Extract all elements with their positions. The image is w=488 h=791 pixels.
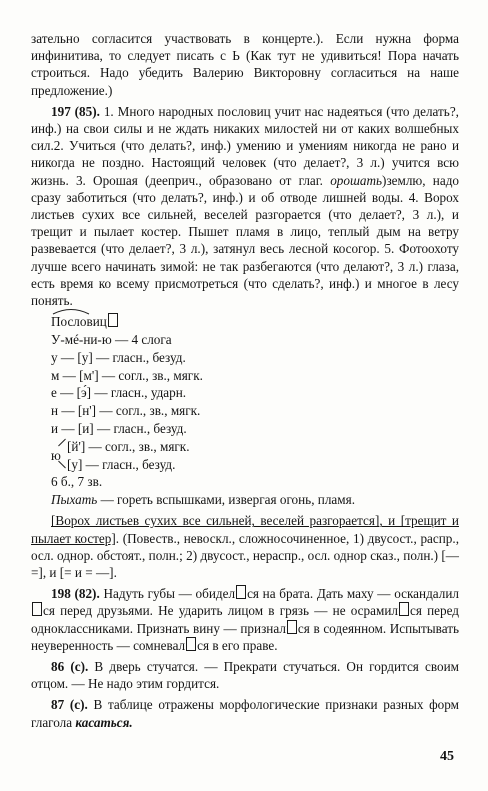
- root-arc-icon: [51, 307, 91, 315]
- paragraph-text: зательно согласится участвовать в концерте.). Если нужна форма инфинитива, то следует писать с Ь (Как тут не удивиться! Пора начать строиться. Надо убедить Валерию Викторовну согласиться на наше предложение.): [31, 31, 459, 98]
- exercise-text: ся перед друзьями. Не ударить лицом в грязь — не осрамил: [43, 603, 398, 619]
- exercise-86: [31, 658, 459, 692]
- exercise-text-italic: касаться.: [75, 714, 133, 730]
- exercise-text: ся перед одноклассниками. Признать вину — признал: [31, 603, 459, 636]
- scheme-description: . (Повеств., невоскл., сложносочиненное, 1) двусост., распр., осл. однор. обстоят., полн.; 2) двусост., нераспр., осл. однор сказ., полн.) [— =], и [= и = —].: [31, 530, 459, 581]
- word-parse-line: [51, 313, 459, 331]
- ending-box-icon: [108, 313, 118, 327]
- morpheme-box-icon: [287, 620, 297, 634]
- parsed-word: Пословиц: [51, 314, 107, 330]
- letters-sounds-count: 6 б., 7 зв.: [51, 474, 103, 490]
- exercise-87: [31, 696, 459, 730]
- scheme-part-1: [Ворох листьев сухих все сильней, веселей разгорается]: [51, 513, 380, 529]
- phonetic-row: [й'] — согл., зв., мягк.: [67, 438, 190, 454]
- page-number: 45: [440, 749, 454, 764]
- exercise-number: 197 (85).: [51, 103, 100, 119]
- phonetic-analysis: [31, 313, 459, 491]
- defined-word: Пыхать: [51, 492, 98, 508]
- phonetic-row: н — [н'] — согл., зв., мягк.: [51, 403, 201, 419]
- exercise-text-cont: )землю, надо сразу заботиться (что делать?, инф.) и об отводе лишней воды. 4. Ворох листьев сухих все сильней, веселей разгорается (что делает?, 3 л.), и трещит и пылает костер. Пышет пламя в лицо, теплый дым на ветру развевается (что делает?, 3 л.), затянул весь лесной косогор. 5. Фотоохоту лучше всего начинать зимой: не так разбегаются (что делают?, 3 л.) глаза, есть время ко всему присмотреться (что сделать?, инф.) и многое в лесу понять.: [31, 172, 459, 309]
- exercise-text: Надуть губы — обидел: [99, 586, 236, 602]
- sentence-scheme: [31, 512, 459, 581]
- scheme-part-2: , и [трещит и пылает костер]: [31, 513, 459, 546]
- phonetic-row: у — [у] — гласн., безуд.: [51, 349, 186, 365]
- exercise-text-italic: орошать: [330, 172, 383, 188]
- exercise-number: 87 (с).: [51, 697, 88, 713]
- branch-up-icon: [58, 438, 66, 446]
- exercise-197: [31, 103, 459, 309]
- exercise-text: ся в его праве.: [197, 637, 278, 653]
- morpheme-box-icon: [186, 637, 196, 651]
- exercise-198: [31, 585, 459, 654]
- syllable-line: У-мé-ни-ю — 4 слога: [51, 332, 172, 348]
- definition-line: [31, 491, 459, 508]
- iotated-vowel-block: [51, 438, 459, 474]
- exercise-text: В таблице отражены морфологические признаки разных форм глагола: [31, 697, 459, 730]
- morpheme-box-icon: [399, 602, 409, 616]
- exercise-number: 86 (с).: [51, 659, 89, 675]
- page-content: [31, 30, 459, 735]
- exercise-text: ся на брата. Дать маху — оскандалил: [247, 586, 459, 602]
- morpheme-box-icon: [236, 585, 246, 599]
- paragraph-continuation: [31, 30, 459, 99]
- iotated-letter: ю: [51, 447, 61, 463]
- phonetic-row: е — [э́] — гласн., ударн.: [51, 385, 187, 401]
- morpheme-box-icon: [32, 602, 42, 616]
- phonetic-row: [у] — гласн., безуд.: [67, 456, 176, 472]
- phonetic-row: и — [и] — гласн., безуд.: [51, 421, 187, 437]
- exercise-text: В дверь стучатся. — Прекрати стучаться. Он гордится своим отцом. — Не надо этим гордится.: [31, 659, 460, 692]
- phonetic-row: м — [м'] — согл., зв., мягк.: [51, 367, 203, 383]
- exercise-number: 198 (82).: [51, 586, 100, 602]
- exercise-text: 1. Много народных пословиц учит нас надеяться (что делать?, инф.) на свои силы и не ждать никаких милостей ни от каких волшебных сил.2. Учиться (что делать?, инф.) умению и умениям никогда не рано и никогда не поздно. Настоящий человек (что делает?, 3 л.) учится всю жизнь. 3. Орошая (дееприч., образовано от глаг.: [31, 103, 459, 188]
- definition-text: — гореть вспышками, извергая огонь, пламя.: [97, 492, 355, 508]
- exercise-text: ся в содеянном. Испытывать неуверенность — сомневал: [31, 620, 460, 653]
